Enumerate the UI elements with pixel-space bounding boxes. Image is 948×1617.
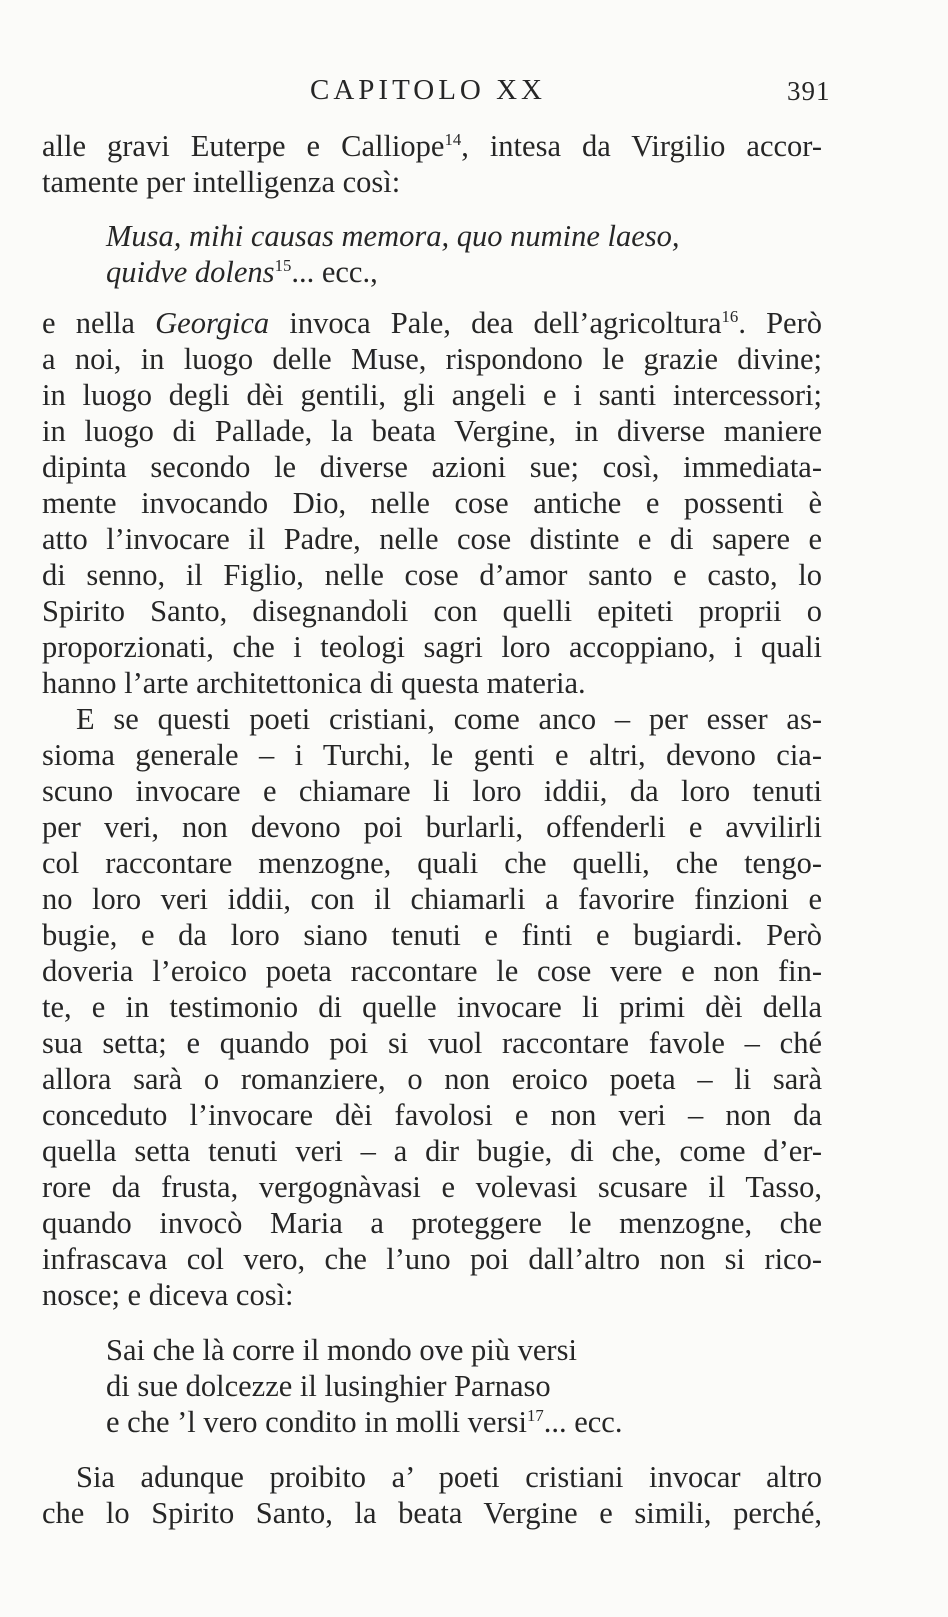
verse-line: Sai che là corre il mondo ove più versi [106,1333,577,1367]
line-text: e che ’l vero condito in molli versi [106,1405,527,1439]
text-line: allora sarà o romanziere, o non eroico poeta – li sarà [42,1062,822,1096]
verse-line: di sue dolcezze il lusinghier Parnaso [106,1369,551,1403]
text-line: quando invocò Maria a proteggere le menzogne, che [42,1206,822,1240]
verse-line [106,1404,622,1440]
running-head [0,74,948,114]
text-line: doveria l’eroico poeta raccontare le cose vere e non fin- [42,954,822,988]
line-text: , intesa da Virgilio accor- [461,129,822,163]
text-line: E se questi poeti cristiani, come anco – per esser as- [76,702,822,736]
latin-quote-line [106,254,378,290]
work-title: Georgica [155,306,270,340]
latin-quote-line: Musa, mihi causas memora, quo numine laeso, [106,219,680,253]
latin-quote-text: quidve dolens [106,255,275,289]
footnote-ref: 15 [274,256,292,276]
chapter-title: CAPITOLO XX [310,74,546,106]
page-number: 391 [787,76,831,106]
line-text: ... ecc. [543,1405,623,1439]
text-line: Sia adunque proibito a’ poeti cristiani invocar altro [76,1460,822,1494]
text-line: scuno invocare e chiamare li loro iddii, da loro tenuti [42,774,822,808]
text-line: bugie, e da loro siano tenuti e finti e bugiardi. Però [42,918,822,952]
text-line: hanno l’arte architettonica di questa materia. [42,666,586,700]
line-text: . Però [738,306,822,340]
text-line: dipinta secondo le diverse azioni sue; così, immediata- [42,450,822,484]
text-line: di senno, il Figlio, nelle cose d’amor santo e casto, lo [42,558,822,592]
text-line: proporzionati, che i teologi sagri loro accoppiano, i quali [42,630,822,664]
footnote-ref: 17 [526,1406,544,1426]
text-line: col raccontare menzogne, quali che quelli, che tengo- [42,846,822,880]
text-line: Spirito Santo, disegnandoli con quelli epiteti proprii o [42,594,822,628]
text-line [42,305,822,341]
text-line: rore da frusta, vergognàvasi e volevasi scusare il Tasso, [42,1170,822,1204]
text-line: te, e in testimonio di quelle invocare li primi dèi della [42,990,822,1024]
line-text: invoca Pale, dea dell’agricoltura [269,306,722,340]
text-line: per veri, non devono poi burlarli, offenderli e avvilirli [42,810,822,844]
text-line: infrascava col vero, che l’uno poi dall’altro non si rico- [42,1242,822,1276]
text-line: quella setta tenuti veri – a dir bugie, di che, come d’er- [42,1134,822,1168]
footnote-ref: 16 [721,307,739,327]
text-line: in luogo di Pallade, la beata Vergine, in diverse maniere [42,414,822,448]
text-line: atto l’invocare il Padre, nelle cose distinte e di sapere e [42,522,822,556]
text-line: no loro veri iddii, con il chiamarli a favorire finzioni e [42,882,822,916]
line-text: alle gravi Euterpe e Calliope [42,129,445,163]
text-line: nosce; e diceva così: [42,1278,294,1312]
line-text: e nella [42,306,156,340]
text-line: sioma generale – i Turchi, le genti e altri, devono cia- [42,738,822,772]
line-text: ... ecc., [291,255,378,289]
text-line: in luogo degli dèi gentili, gli angeli e i santi intercessori; [42,378,822,412]
text-line: tamente per intelligenza così: [42,165,401,199]
text-line: sua setta; e quando poi si vuol raccontare favole – ché [42,1026,822,1060]
text-line: a noi, in luogo delle Muse, rispondono le grazie divine; [42,342,822,376]
text-line: conceduto l’invocare dèi favolosi e non veri – non da [42,1098,822,1132]
text-line: che lo Spirito Santo, la beata Vergine e simili, perché, [42,1496,822,1530]
text-line [42,128,822,164]
text-line: mente invocando Dio, nelle cose antiche e possenti è [42,486,822,520]
footnote-ref: 14 [444,130,462,150]
